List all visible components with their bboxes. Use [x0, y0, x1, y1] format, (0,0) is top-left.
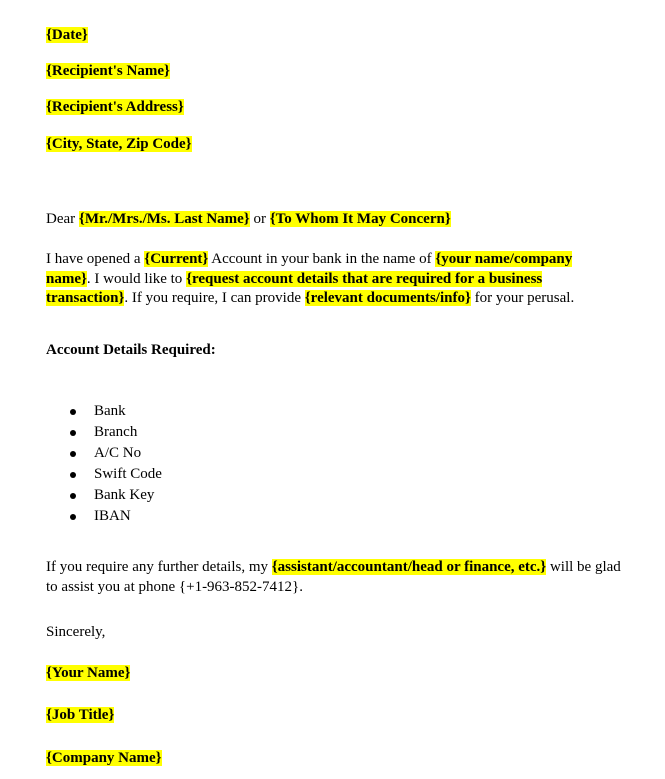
bullet-icon	[70, 514, 76, 520]
body1-text-3: . I would like to	[86, 270, 187, 287]
list-item-label: Bank	[94, 403, 126, 419]
details-heading: Account Details Required:	[46, 342, 216, 358]
salutation-alt-placeholder: {To Whom It May Concern}	[269, 211, 451, 227]
body-paragraph-2	[46, 558, 636, 597]
body2-text-2: will be glad to assist you at phone {+1-963-852-7412}.	[46, 559, 621, 595]
salutation-dear: Dear	[46, 211, 79, 227]
your-name-company-placeholder: {your name/company name}	[46, 251, 573, 287]
salutation-line	[46, 210, 451, 229]
closing: Sincerely,	[46, 624, 106, 640]
list-item-label: A/C No	[94, 445, 142, 461]
body1-text-2: Account in your bank in the name of	[208, 251, 436, 267]
body-paragraph-1	[46, 250, 616, 309]
recipient-address-placeholder: {Recipient's Address}	[46, 99, 184, 115]
details-list	[46, 401, 162, 527]
list-item	[46, 422, 162, 443]
list-item	[46, 401, 162, 422]
date-placeholder: {Date}	[46, 27, 88, 43]
list-item	[46, 485, 162, 506]
city-state-zip-line	[46, 135, 192, 154]
your-name-placeholder: {Your Name}	[46, 665, 131, 681]
recipient-name-line	[46, 62, 170, 81]
account-type-placeholder: {Current}	[144, 251, 209, 267]
list-item	[46, 443, 162, 464]
bullet-icon	[70, 472, 76, 478]
salutation-or: or	[249, 211, 270, 227]
list-item-label: IBAN	[94, 508, 131, 524]
bullet-icon	[70, 493, 76, 499]
bullet-icon	[70, 451, 76, 457]
recipient-address-line	[46, 98, 184, 117]
body1-text-4: . If you require, I can provide	[124, 290, 305, 306]
salutation-name-placeholder: {Mr./Mrs./Ms. Last Name}	[78, 211, 250, 227]
list-item-label: Swift Code	[94, 466, 162, 482]
request-details-placeholder: {request account details that are required for a business transaction}	[46, 270, 543, 306]
body1-text-1: I have opened a	[46, 251, 145, 267]
recipient-name-placeholder: {Recipient's Name}	[46, 63, 170, 79]
list-item	[46, 506, 162, 527]
job-title-placeholder: {Job Title}	[46, 707, 115, 723]
job-title-line	[46, 706, 114, 725]
assistant-placeholder: {assistant/accountant/head or finance, etc.}	[271, 559, 547, 575]
bullet-icon	[70, 409, 76, 415]
body1-text-5: for your perusal.	[470, 290, 575, 306]
your-name-line	[46, 664, 130, 683]
bullet-icon	[70, 430, 76, 436]
list-item	[46, 464, 162, 485]
body2-text-1: If you require any further details, my	[46, 559, 272, 575]
list-item-label: Branch	[94, 424, 138, 440]
city-state-zip-placeholder: {City, State, Zip Code}	[46, 136, 192, 152]
company-name-placeholder: {Company Name}	[46, 750, 162, 766]
list-item-label: Bank Key	[94, 487, 155, 503]
relevant-documents-placeholder: {relevant documents/info}	[304, 290, 471, 306]
company-name-line	[46, 749, 162, 768]
date-line	[46, 26, 88, 45]
